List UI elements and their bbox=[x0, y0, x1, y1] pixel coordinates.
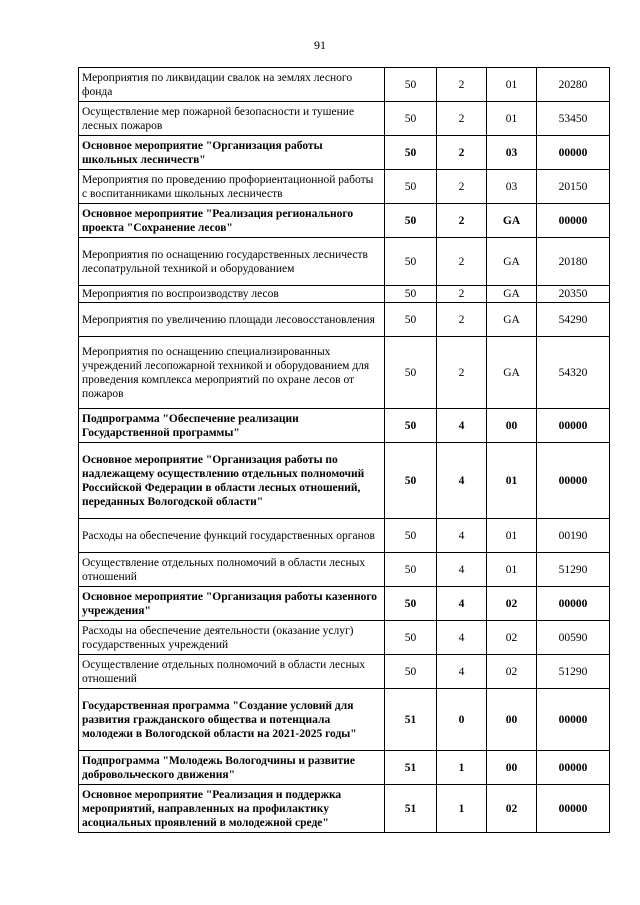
direction-code-cell: 00000 bbox=[537, 204, 610, 238]
activity-code-cell: 02 bbox=[487, 785, 537, 833]
direction-code-cell: 54290 bbox=[537, 303, 610, 337]
activity-code-cell: 03 bbox=[487, 170, 537, 204]
program-code-cell: 50 bbox=[385, 409, 437, 443]
activity-code-cell: 02 bbox=[487, 587, 537, 621]
row-name-cell: Основное мероприятие "Реализация и поддержка мероприятий, направленных на профилактику асоциальных проявлений в молодежной среде" bbox=[79, 785, 385, 833]
subprogram-code-cell: 4 bbox=[437, 587, 487, 621]
activity-code-cell: GA bbox=[487, 286, 537, 303]
row-name-cell: Мероприятия по проведению профориентационной работы с воспитанниками школьных лесничеств bbox=[79, 170, 385, 204]
program-code-cell: 50 bbox=[385, 621, 437, 655]
activity-code-cell: 02 bbox=[487, 655, 537, 689]
program-code-cell: 50 bbox=[385, 136, 437, 170]
activity-code-cell: GA bbox=[487, 204, 537, 238]
subprogram-code-cell: 1 bbox=[437, 785, 487, 833]
direction-code-cell: 00000 bbox=[537, 136, 610, 170]
program-code-cell: 51 bbox=[385, 785, 437, 833]
activity-code-cell: 01 bbox=[487, 553, 537, 587]
subprogram-code-cell: 2 bbox=[437, 337, 487, 409]
activity-code-cell: 03 bbox=[487, 136, 537, 170]
subprogram-code-cell: 2 bbox=[437, 238, 487, 286]
table-row bbox=[79, 102, 610, 136]
row-name-cell: Подпрограмма "Молодежь Вологодчины и развитие добровольческого движения" bbox=[79, 751, 385, 785]
subprogram-code-cell: 0 bbox=[437, 689, 487, 751]
row-name-cell: Мероприятия по оснащению государственных лесничеств лесопатрульной техникой и оборудованием bbox=[79, 238, 385, 286]
table-row bbox=[79, 553, 610, 587]
subprogram-code-cell: 1 bbox=[437, 751, 487, 785]
activity-code-cell: GA bbox=[487, 238, 537, 286]
direction-code-cell: 20280 bbox=[537, 68, 610, 102]
table-row bbox=[79, 689, 610, 751]
activity-code-cell: 00 bbox=[487, 409, 537, 443]
row-name-cell: Осуществление отдельных полномочий в области лесных отношений bbox=[79, 553, 385, 587]
row-name-cell: Основное мероприятие "Организация работы по надлежащему осуществлению отдельных полномочий Российской Федерации в области лесных отношений, переданных Вологодской области" bbox=[79, 443, 385, 519]
direction-code-cell: 00000 bbox=[537, 785, 610, 833]
row-name-cell: Расходы на обеспечение деятельности (оказание услуг) государственных учреждений bbox=[79, 621, 385, 655]
direction-code-cell: 51290 bbox=[537, 655, 610, 689]
row-name-cell: Осуществление отдельных полномочий в области лесных отношений bbox=[79, 655, 385, 689]
subprogram-code-cell: 4 bbox=[437, 409, 487, 443]
program-code-cell: 50 bbox=[385, 443, 437, 519]
page-number: 91 bbox=[314, 38, 326, 52]
direction-code-cell: 00190 bbox=[537, 519, 610, 553]
table-row bbox=[79, 785, 610, 833]
activity-code-cell: GA bbox=[487, 303, 537, 337]
row-name-cell: Мероприятия по ликвидации свалок на землях лесного фонда bbox=[79, 68, 385, 102]
program-code-cell: 50 bbox=[385, 170, 437, 204]
subprogram-code-cell: 2 bbox=[437, 303, 487, 337]
direction-code-cell: 00000 bbox=[537, 443, 610, 519]
row-name-cell: Расходы на обеспечение функций государственных органов bbox=[79, 519, 385, 553]
table-row bbox=[79, 238, 610, 286]
program-code-cell: 50 bbox=[385, 286, 437, 303]
program-code-cell: 50 bbox=[385, 204, 437, 238]
subprogram-code-cell: 4 bbox=[437, 553, 487, 587]
table-row bbox=[79, 409, 610, 443]
table-row bbox=[79, 621, 610, 655]
table-row bbox=[79, 286, 610, 303]
direction-code-cell: 20350 bbox=[537, 286, 610, 303]
program-code-cell: 50 bbox=[385, 337, 437, 409]
activity-code-cell: 01 bbox=[487, 68, 537, 102]
program-code-cell: 51 bbox=[385, 751, 437, 785]
subprogram-code-cell: 4 bbox=[437, 519, 487, 553]
table-row bbox=[79, 519, 610, 553]
table-row bbox=[79, 655, 610, 689]
budget-classification-table bbox=[78, 67, 610, 833]
table-row bbox=[79, 136, 610, 170]
table-row bbox=[79, 68, 610, 102]
table-row bbox=[79, 443, 610, 519]
direction-code-cell: 20150 bbox=[537, 170, 610, 204]
program-code-cell: 50 bbox=[385, 587, 437, 621]
table-row bbox=[79, 303, 610, 337]
direction-code-cell: 51290 bbox=[537, 553, 610, 587]
row-name-cell: Основное мероприятие "Реализация регионального проекта "Сохранение лесов" bbox=[79, 204, 385, 238]
activity-code-cell: GA bbox=[487, 337, 537, 409]
direction-code-cell: 00000 bbox=[537, 409, 610, 443]
subprogram-code-cell: 2 bbox=[437, 286, 487, 303]
subprogram-code-cell: 2 bbox=[437, 102, 487, 136]
direction-code-cell: 00590 bbox=[537, 621, 610, 655]
direction-code-cell: 00000 bbox=[537, 587, 610, 621]
program-code-cell: 50 bbox=[385, 519, 437, 553]
table-row bbox=[79, 204, 610, 238]
program-code-cell: 50 bbox=[385, 553, 437, 587]
row-name-cell: Мероприятия по оснащению специализированных учреждений лесопожарной техникой и оборудованием для проведения комплекса мероприятий по охране лесов от пожаров bbox=[79, 337, 385, 409]
subprogram-code-cell: 4 bbox=[437, 655, 487, 689]
subprogram-code-cell: 2 bbox=[437, 68, 487, 102]
activity-code-cell: 00 bbox=[487, 689, 537, 751]
row-name-cell: Мероприятия по воспроизводству лесов bbox=[79, 286, 385, 303]
row-name-cell: Подпрограмма "Обеспечение реализации Государственной программы" bbox=[79, 409, 385, 443]
direction-code-cell: 53450 bbox=[537, 102, 610, 136]
row-name-cell: Осуществление мер пожарной безопасности и тушение лесных пожаров bbox=[79, 102, 385, 136]
program-code-cell: 50 bbox=[385, 238, 437, 286]
activity-code-cell: 01 bbox=[487, 443, 537, 519]
row-name-cell: Основное мероприятие "Организация работы школьных лесничеств" bbox=[79, 136, 385, 170]
table-row bbox=[79, 751, 610, 785]
table-row bbox=[79, 587, 610, 621]
table-row bbox=[79, 337, 610, 409]
table-row bbox=[79, 170, 610, 204]
subprogram-code-cell: 4 bbox=[437, 443, 487, 519]
direction-code-cell: 54320 bbox=[537, 337, 610, 409]
program-code-cell: 50 bbox=[385, 655, 437, 689]
subprogram-code-cell: 2 bbox=[437, 204, 487, 238]
activity-code-cell: 02 bbox=[487, 621, 537, 655]
activity-code-cell: 01 bbox=[487, 519, 537, 553]
direction-code-cell: 00000 bbox=[537, 751, 610, 785]
direction-code-cell: 00000 bbox=[537, 689, 610, 751]
direction-code-cell: 20180 bbox=[537, 238, 610, 286]
program-code-cell: 50 bbox=[385, 68, 437, 102]
program-code-cell: 51 bbox=[385, 689, 437, 751]
subprogram-code-cell: 2 bbox=[437, 170, 487, 204]
subprogram-code-cell: 2 bbox=[437, 136, 487, 170]
program-code-cell: 50 bbox=[385, 303, 437, 337]
subprogram-code-cell: 4 bbox=[437, 621, 487, 655]
program-code-cell: 50 bbox=[385, 102, 437, 136]
row-name-cell: Основное мероприятие "Организация работы казенного учреждения" bbox=[79, 587, 385, 621]
activity-code-cell: 01 bbox=[487, 102, 537, 136]
row-name-cell: Мероприятия по увеличению площади лесовосстановления bbox=[79, 303, 385, 337]
row-name-cell: Государственная программа "Создание условий для развития гражданского общества и потенциала молодежи в Вологодской области на 2021-2025 годы" bbox=[79, 689, 385, 751]
activity-code-cell: 00 bbox=[487, 751, 537, 785]
